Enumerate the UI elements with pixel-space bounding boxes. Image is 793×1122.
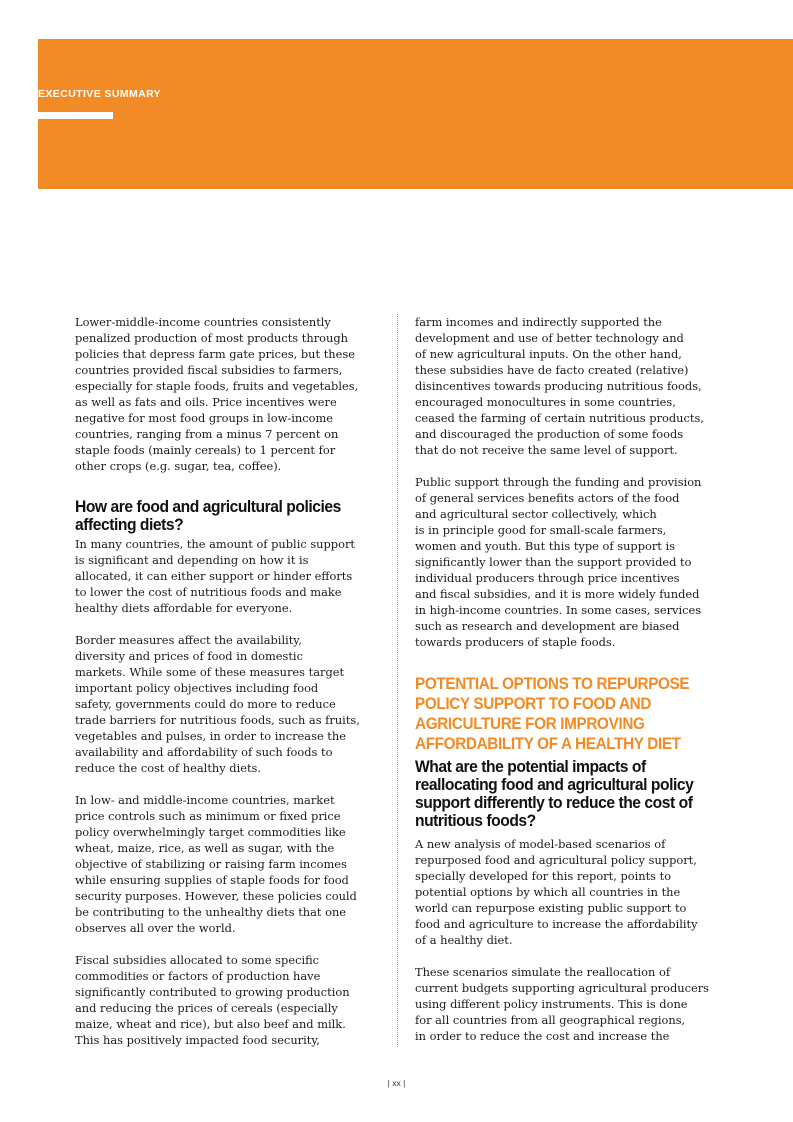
paragraph: A new analysis of model-based scenarios of repurposed food and agricultural policy support, specially developed for this report, points to potential options by which all countries in the world can repurpose existing public support to food and agriculture to increase the affordability of a healthy diet. [415,837,698,947]
paragraph: farm incomes and indirectly supported the development and use of better technology and of new agricultural inputs. On the other hand, these subsidies have de facto created (relative) disincentives towards producing nutritious foods, encouraged monocultures in some countries, ceased the farming of certain nutritious products, and discouraged the production of some foods that do not receive the same level of support. [415,315,704,457]
left-column [75,314,375,1048]
paragraph: Public support through the funding and provision of general services benefits actors of the food and agricultural sector collectively, which is in principle good for small-scale farmers, women and youth. But this type of support is significantly lower than the support provided to individual producers through price incentives and fiscal subsidies, and it is more widely funded in high-income countries. In some cases, services such as research and development are biased towards producers of staple foods. [415,475,702,649]
header-rule [38,112,113,119]
column-divider [397,314,398,1047]
paragraph: Border measures affect the availability, diversity and prices of food in domestic markets. While some of these measures target important policy objectives including food safety, governments could do more to reduce trade barriers for nutritious foods, such as fruits, vegetables and pulses, in order to increase the availability and affordability of such foods to reduce the cost of healthy diets. [75,633,360,775]
paragraph: These scenarios simulate the reallocation of current budgets supporting agricultural producers using different policy instruments. This is done for all countries from all geographical regions, in order to reduce the cost and increase the [415,965,709,1043]
paragraph: In many countries, the amount of public support is significant and depending on how it is allocated, it can either support or hinder efforts to lower the cost of nutritious foods and make healthy diets affordable for everyone. [75,537,355,615]
question-heading: What are the potential impacts of reallocating food and agricultural policy support differently to reduce the cost of nutritious foods? [415,757,694,830]
section-label: EXECUTIVE SUMMARY [38,88,162,100]
question-heading: How are food and agricultural policies affecting diets? [75,497,341,534]
page-number: | xx | [387,1078,406,1088]
right-column [415,314,720,1044]
section-heading: POTENTIAL OPTIONS TO REPURPOSE POLICY SUPPORT TO FOOD AND AGRICULTURE FOR IMPROVING AFFORDABILITY OF A HEALTHY DIET [415,674,690,753]
paragraph: Lower-middle-income countries consistently penalized production of most products through policies that depress farm gate prices, but these countries provided fiscal subsidies to farmers, especially for staple foods, fruits and vegetables, as well as fats and oils. Price incentives were negative for most food groups in low-income countries, ranging from a minus 7 percent on staple foods (mainly cereals) to 1 percent for other crops (e.g. sugar, tea, coffee). [75,315,359,473]
paragraph: In low- and middle-income countries, market price controls such as minimum or fixed price policy overwhelmingly target commodities like wheat, maize, rice, as well as sugar, with the objective of stabilizing or raising farm incomes while ensuring supplies of staple foods for food security purposes. However, these policies could be contributing to the unhealthy diets that one observes all over the world. [75,793,357,935]
paragraph: Fiscal subsidies allocated to some specific commodities or factors of production have significantly contributed to growing production and reducing the prices of cereals (especially maize, wheat and rice), but also beef and milk. This has positively impacted food security, [75,953,350,1047]
header-band [38,39,793,189]
